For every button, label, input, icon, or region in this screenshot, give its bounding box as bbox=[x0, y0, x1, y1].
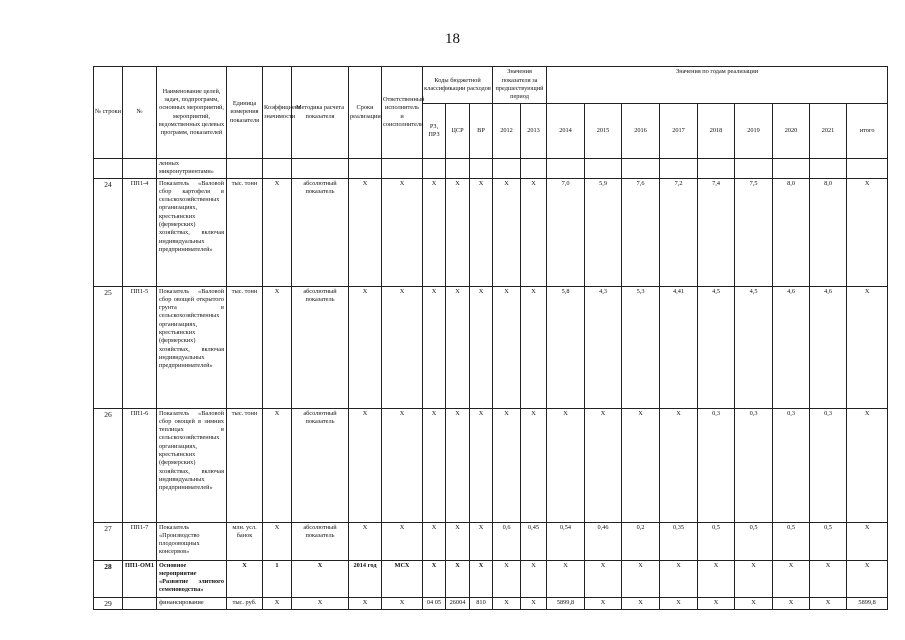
header-year: 2015 bbox=[585, 104, 622, 159]
year-value-cell: Х bbox=[493, 408, 521, 522]
header-year: 2018 bbox=[698, 104, 735, 159]
csr-cell: 26004 bbox=[446, 597, 470, 610]
header-years-values: Значения по годам реализации bbox=[547, 67, 888, 104]
total-value-cell: 5899,8 bbox=[847, 597, 888, 610]
header-year: 2013 bbox=[521, 104, 547, 159]
row-number-cell: 27 bbox=[94, 522, 123, 560]
vr-cell: Х bbox=[470, 560, 493, 597]
executor-cell: Х bbox=[382, 522, 423, 560]
rz-cell: Х bbox=[423, 286, 446, 408]
year-value-cell: Х bbox=[735, 597, 773, 610]
header-prev-values: Значения показателя за предшествующий период bbox=[493, 67, 547, 104]
unit-cell: Х bbox=[227, 560, 263, 597]
table-row bbox=[94, 560, 888, 597]
year-value-cell: 5899,8 bbox=[547, 597, 585, 610]
year-value-cell: Х bbox=[585, 597, 622, 610]
year-value-cell: 0,46 bbox=[585, 522, 622, 560]
header-coef: Коэффициент значимости bbox=[263, 67, 292, 159]
header-budget-codes: Коды бюджетной классификации расходов bbox=[423, 67, 493, 104]
table-row bbox=[94, 178, 888, 286]
year-value-cell: 0,3 bbox=[735, 408, 773, 522]
header-name: Наименование целей, задач, подпрограмм, основных мероприятий, мероприятий, ведомственных целевых программ, показателей bbox=[157, 67, 227, 159]
year-value-cell: Х bbox=[698, 597, 735, 610]
method-cell: Х bbox=[292, 597, 349, 610]
vr-cell: Х bbox=[470, 408, 493, 522]
header-year: 2020 bbox=[773, 104, 810, 159]
rz-cell: Х bbox=[423, 178, 446, 286]
unit-cell: тыс. руб. bbox=[227, 597, 263, 610]
code-cell: ПП1-ОМ1 bbox=[123, 560, 157, 597]
total-value-cell: Х bbox=[847, 178, 888, 286]
csr-cell: Х bbox=[446, 178, 470, 286]
year-value-cell: 5,9 bbox=[585, 178, 622, 286]
code-cell: ПП1-7 bbox=[123, 522, 157, 560]
unit-cell: тыс. тонн bbox=[227, 178, 263, 286]
continuation-row bbox=[94, 159, 888, 179]
year-value-cell: Х bbox=[660, 597, 698, 610]
year-value-cell: Х bbox=[735, 560, 773, 597]
year-value-cell: 7,6 bbox=[622, 178, 660, 286]
csr-cell: Х bbox=[446, 560, 470, 597]
method-cell: Х bbox=[292, 560, 349, 597]
table-row bbox=[94, 522, 888, 560]
table-row bbox=[94, 408, 888, 522]
total-value-cell: Х bbox=[847, 560, 888, 597]
year-value-cell: 5,8 bbox=[547, 286, 585, 408]
header-year: 2016 bbox=[622, 104, 660, 159]
year-value-cell: 5,3 bbox=[622, 286, 660, 408]
terms-cell: Х bbox=[349, 522, 382, 560]
year-value-cell: Х bbox=[773, 597, 810, 610]
year-value-cell: Х bbox=[521, 560, 547, 597]
indicators-table bbox=[93, 66, 888, 610]
year-value-cell: 4,3 bbox=[585, 286, 622, 408]
code-cell: ПП1-4 bbox=[123, 178, 157, 286]
coef-cell: Х bbox=[263, 178, 292, 286]
year-value-cell: 0,3 bbox=[810, 408, 847, 522]
executor-cell: Х bbox=[382, 178, 423, 286]
terms-cell: 2014 год bbox=[349, 560, 382, 597]
code-cell bbox=[123, 597, 157, 610]
year-value-cell: 0,3 bbox=[698, 408, 735, 522]
header-method: Методика расчета показателя bbox=[292, 67, 349, 159]
year-value-cell: Х bbox=[585, 408, 622, 522]
coef-cell: Х bbox=[263, 286, 292, 408]
year-value-cell: Х bbox=[493, 597, 521, 610]
rz-cell: Х bbox=[423, 522, 446, 560]
rz-cell: Х bbox=[423, 408, 446, 522]
year-value-cell: 0,5 bbox=[810, 522, 847, 560]
year-value-cell: Х bbox=[810, 560, 847, 597]
year-value-cell: Х bbox=[521, 597, 547, 610]
method-cell: абсолютный показатель bbox=[292, 408, 349, 522]
year-value-cell: 0,35 bbox=[660, 522, 698, 560]
coef-cell: Х bbox=[263, 597, 292, 610]
coef-cell: Х bbox=[263, 408, 292, 522]
year-value-cell: Х bbox=[773, 560, 810, 597]
method-cell: абсолютный показатель bbox=[292, 286, 349, 408]
row-number-cell: 25 bbox=[94, 286, 123, 408]
terms-cell: Х bbox=[349, 286, 382, 408]
year-value-cell: 0,5 bbox=[735, 522, 773, 560]
year-value-cell: Х bbox=[698, 560, 735, 597]
name-cell: Показатель «Производство плодоовощных консервов» bbox=[157, 522, 227, 560]
terms-cell: Х bbox=[349, 597, 382, 610]
year-value-cell: 0,3 bbox=[773, 408, 810, 522]
header-terms: Сроки реализации bbox=[349, 67, 382, 159]
name-cell: Показатель «Валовой сбор овощей в зимних теплицах в сельскохозяйственных организациях, крестьянских (фермерских) хозяйствах, включая индивидуальных предпринимателей» bbox=[157, 408, 227, 522]
name-cell: финансирование bbox=[157, 597, 227, 610]
year-value-cell: Х bbox=[521, 408, 547, 522]
year-value-cell: 0,2 bbox=[622, 522, 660, 560]
header-unit: Единица измерения показателя bbox=[227, 67, 263, 159]
terms-cell: Х bbox=[349, 178, 382, 286]
year-value-cell: 0,5 bbox=[698, 522, 735, 560]
unit-cell: млн. усл. банок bbox=[227, 522, 263, 560]
coef-cell: Х bbox=[263, 522, 292, 560]
executor-cell: Х bbox=[382, 597, 423, 610]
year-value-cell: 7,5 bbox=[735, 178, 773, 286]
year-value-cell: 7,4 bbox=[698, 178, 735, 286]
executor-cell: МСХ bbox=[382, 560, 423, 597]
year-value-cell: Х bbox=[622, 597, 660, 610]
year-value-cell: Х bbox=[493, 560, 521, 597]
table-row bbox=[94, 286, 888, 408]
table-row bbox=[94, 597, 888, 610]
name-cell: Показатель «Валовой сбор овощей открытого грунта в сельскохозяйственных организациях, крестьянских (фермерских) хозяйствах, включая индивидуальных предпринимателей» bbox=[157, 286, 227, 408]
year-value-cell: 0,54 bbox=[547, 522, 585, 560]
csr-cell: Х bbox=[446, 522, 470, 560]
year-value-cell: 4,41 bbox=[660, 286, 698, 408]
year-value-cell: 7,0 bbox=[547, 178, 585, 286]
code-cell: ПП1-5 bbox=[123, 286, 157, 408]
row-number-cell: 29 bbox=[94, 597, 123, 610]
unit-cell: тыс. тонн bbox=[227, 408, 263, 522]
year-value-cell: Х bbox=[493, 286, 521, 408]
page-number: 18 bbox=[445, 31, 460, 47]
header-year-total: итого bbox=[847, 104, 888, 159]
total-value-cell: Х bbox=[847, 522, 888, 560]
header-year: 2014 bbox=[547, 104, 585, 159]
vr-cell: 810 bbox=[470, 597, 493, 610]
year-value-cell: 8,0 bbox=[773, 178, 810, 286]
year-value-cell: 4,6 bbox=[810, 286, 847, 408]
coef-cell: 1 bbox=[263, 560, 292, 597]
year-value-cell: 4,5 bbox=[735, 286, 773, 408]
header-vr: ВР bbox=[470, 104, 493, 159]
year-value-cell: 0,6 bbox=[493, 522, 521, 560]
year-value-cell: Х bbox=[521, 286, 547, 408]
row-number-cell: 26 bbox=[94, 408, 123, 522]
header-row-no: № строки bbox=[94, 67, 123, 159]
year-value-cell: Х bbox=[547, 560, 585, 597]
year-value-cell: 4,6 bbox=[773, 286, 810, 408]
method-cell: абсолютный показатель bbox=[292, 522, 349, 560]
continuation-text: ленных микронутриентами» bbox=[157, 159, 227, 179]
year-value-cell: 7,2 bbox=[660, 178, 698, 286]
rz-cell: Х bbox=[423, 560, 446, 597]
rz-cell: 04 05 bbox=[423, 597, 446, 610]
year-value-cell: Х bbox=[810, 597, 847, 610]
vr-cell: Х bbox=[470, 286, 493, 408]
year-value-cell: 4,5 bbox=[698, 286, 735, 408]
year-value-cell: Х bbox=[521, 178, 547, 286]
year-value-cell: 8,0 bbox=[810, 178, 847, 286]
year-value-cell: 0,45 bbox=[521, 522, 547, 560]
year-value-cell: Х bbox=[547, 408, 585, 522]
year-value-cell: Х bbox=[622, 560, 660, 597]
terms-cell: Х bbox=[349, 408, 382, 522]
header-year: 2017 bbox=[660, 104, 698, 159]
year-value-cell: Х bbox=[660, 560, 698, 597]
row-number-cell: 24 bbox=[94, 178, 123, 286]
year-value-cell: Х bbox=[585, 560, 622, 597]
total-value-cell: Х bbox=[847, 286, 888, 408]
header-csr: ЦСР bbox=[446, 104, 470, 159]
header-no: № bbox=[123, 67, 157, 159]
csr-cell: Х bbox=[446, 408, 470, 522]
header-year: 2012 bbox=[493, 104, 521, 159]
row-number-cell: 28 bbox=[94, 560, 123, 597]
code-cell: ПП1-6 bbox=[123, 408, 157, 522]
total-value-cell: Х bbox=[847, 408, 888, 522]
header-year: 2021 bbox=[810, 104, 847, 159]
vr-cell: Х bbox=[470, 178, 493, 286]
unit-cell: тыс. тонн bbox=[227, 286, 263, 408]
year-value-cell: 0,5 bbox=[773, 522, 810, 560]
year-value-cell: Х bbox=[622, 408, 660, 522]
name-cell: Основное мероприятие «Развитие элитного семеноводства» bbox=[157, 560, 227, 597]
executor-cell: Х bbox=[382, 286, 423, 408]
header-year: 2019 bbox=[735, 104, 773, 159]
year-value-cell: Х bbox=[660, 408, 698, 522]
executor-cell: Х bbox=[382, 408, 423, 522]
method-cell: абсолютный показатель bbox=[292, 178, 349, 286]
vr-cell: Х bbox=[470, 522, 493, 560]
header-rz: РЗ, ПРЗ bbox=[423, 104, 446, 159]
year-value-cell: Х bbox=[493, 178, 521, 286]
name-cell: Показатель «Валовой сбор картофеля в сельскохозяйственных организациях, крестьянских (фермерских) хозяйствах, включая индивидуальных предпринимателей» bbox=[157, 178, 227, 286]
csr-cell: Х bbox=[446, 286, 470, 408]
header-executor: Ответственный исполнитель и соисполнители bbox=[382, 67, 423, 159]
